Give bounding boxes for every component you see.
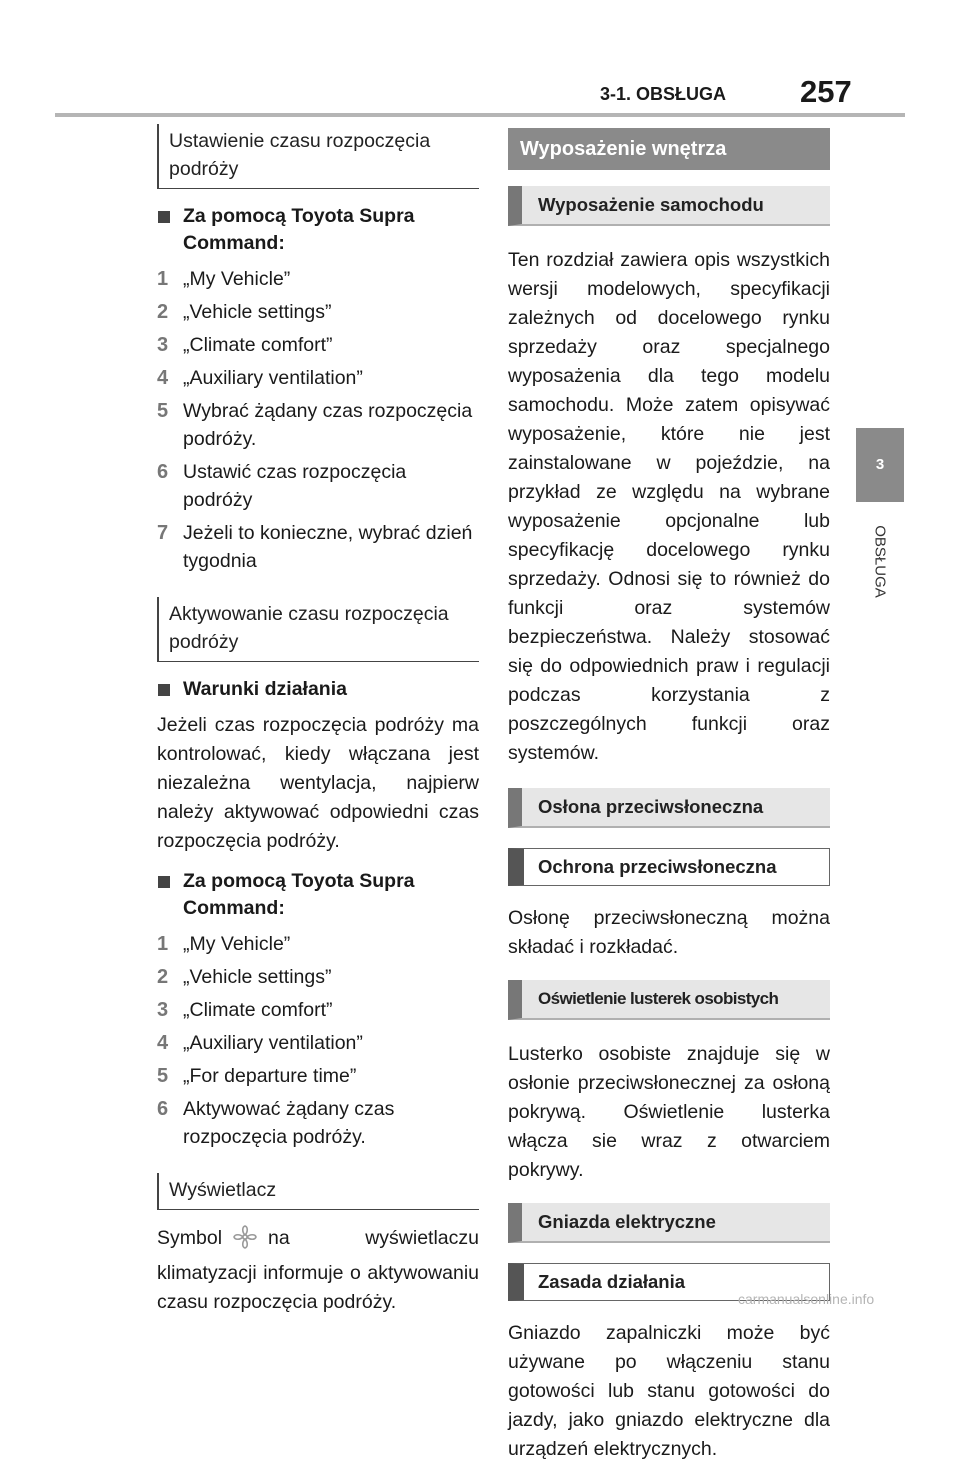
subheading-set-departure: Ustawienie czasu rozpoczęcia podróży [157, 124, 479, 189]
ventilation-fan-icon [232, 1224, 258, 1259]
step-item [157, 519, 479, 575]
step-number: 4 [157, 367, 169, 389]
box-power-sockets: Gniazda elektryczne [508, 1203, 830, 1243]
box-vanity-mirror-light: Oświetlenie lusterek osobistych [508, 980, 830, 1020]
heading-interior-equipment: Wyposażenie wnętrza [508, 128, 830, 170]
step-text: Ustawić czas rozpoczęcia podróży [183, 461, 407, 511]
box-vehicle-equipment: Wyposażenie samochodu [508, 186, 830, 226]
steps-list-1 [157, 265, 479, 575]
step-item [157, 996, 479, 1024]
step-number: 7 [157, 522, 169, 544]
paragraph-operating-conditions: Jeżeli czas rozpoczęcia podróży ma kontrolować, kiedy włączana jest niezależna wentylacja, najpierw należy aktywować odpowiedni czas rozpoczęcia podróży. [157, 714, 479, 852]
step-number: 3 [157, 999, 169, 1021]
step-number: 1 [157, 268, 169, 290]
step-text: „Auxiliary ventilation” [183, 1032, 363, 1054]
step-item [157, 458, 479, 514]
step-number: 2 [157, 966, 169, 988]
step-item [157, 364, 479, 392]
step-text: „My Vehicle” [183, 268, 291, 290]
step-number: 1 [157, 933, 169, 955]
subheading-display: Wyświetlacz [157, 1173, 479, 1210]
symbol-text-after: na wyświetlaczu klimatyzacji informuje o aktywowaniu czasu rozpoczęcia podróży. [157, 1227, 479, 1313]
paragraph-vehicle-equipment: Ten rozdział zawiera opis wszystkich wersji modelowych, specyfikacji zależnych od docelowego rynku sprzedaży oraz specjalnego wyposażenia dla tego modelu samochodu. Może zatem opisywać wyposażenie, które nie jest zainstalowane w pojeździe, na przykład ze względu na wybrane wyposażenie opcjonalne lub specyfikację docelowego rynku sprzedaży. Odnosi się to również do funkcji oraz systemów bezpieczeństwa. Należy stosować się do odpowiednich praw i regulacji podczas korzystania z poszczególnych funkcji oraz systemów. [508, 249, 830, 764]
step-text: „Auxiliary ventilation” [183, 367, 363, 389]
bullet-command-2: Za pomocą Toyota Supra Command: [157, 868, 479, 922]
step-number: 2 [157, 301, 169, 323]
box-operating-principle: Zasada działania [508, 1263, 830, 1301]
step-text: „Vehicle settings” [183, 301, 332, 323]
step-item [157, 1029, 479, 1057]
step-text: „My Vehicle” [183, 933, 291, 955]
step-text: Aktywować żądany czas rozpoczęcia podróży. [183, 1098, 395, 1148]
symbol-text-before: Symbol [157, 1227, 223, 1249]
side-tab-number: 3 [856, 428, 904, 502]
step-text: Wybrać żądany czas rozpoczęcia podróży. [183, 400, 473, 450]
step-item [157, 963, 479, 991]
step-number: 5 [157, 1065, 169, 1087]
step-item [157, 265, 479, 293]
paragraph-sun-visor: Osłonę przeciwsłoneczną można składać i rozkładać. [508, 907, 830, 958]
step-text: „Climate comfort” [183, 999, 333, 1021]
steps-list-2 [157, 930, 479, 1151]
step-number: 6 [157, 461, 169, 483]
step-item [157, 1095, 479, 1151]
step-text: „Climate comfort” [183, 334, 333, 356]
box-sun-protection: Ochrona przeciwsłoneczna [508, 848, 830, 886]
step-item [157, 298, 479, 326]
step-number: 3 [157, 334, 169, 356]
watermark: carmanualsonline.info [738, 1291, 875, 1307]
step-number: 6 [157, 1098, 169, 1120]
bullet-command-1: Za pomocą Toyota Supra Command: [157, 203, 479, 257]
paragraph-display-symbol [157, 1224, 479, 1317]
step-number: 5 [157, 400, 169, 422]
side-tab-label-text: OBSŁUGA [871, 525, 889, 598]
header-section-title: 3-1. OBSŁUGA [600, 84, 727, 104]
step-text: „Vehicle settings” [183, 966, 332, 988]
paragraph-vanity-mirror: Lusterko osobiste znajduje się w osłonie przeciwsłonecznej za osłoną pokrywą. Oświetlenie lusterka włącza sie wraz z otwarciem pokrywy. [508, 1043, 830, 1181]
step-text: Jeżeli to konieczne, wybrać dzień tygodnia [183, 522, 473, 572]
side-tab-label [856, 505, 904, 625]
header-rule [55, 113, 905, 117]
right-column [508, 124, 830, 1476]
step-item [157, 930, 479, 958]
subheading-activate-departure: Aktywowanie czasu rozpoczęcia podróży [157, 597, 479, 662]
page-number: 257 [800, 74, 852, 109]
step-item [157, 397, 479, 453]
step-number: 4 [157, 1032, 169, 1054]
step-item [157, 331, 479, 359]
paragraph-power-socket: Gniazdo zapalniczki może być używane po włączeniu stanu gotowości lub stanu gotowości do jazdy, jako gniazdo elektryczne dla urządzeń elektrycznych. [508, 1322, 830, 1460]
bullet-operating-conditions: Warunki działania [157, 676, 479, 703]
box-sun-visor: Osłona przeciwsłoneczna [508, 788, 830, 828]
step-item [157, 1062, 479, 1090]
step-text: „For departure time” [183, 1065, 357, 1087]
left-column [157, 124, 479, 1329]
